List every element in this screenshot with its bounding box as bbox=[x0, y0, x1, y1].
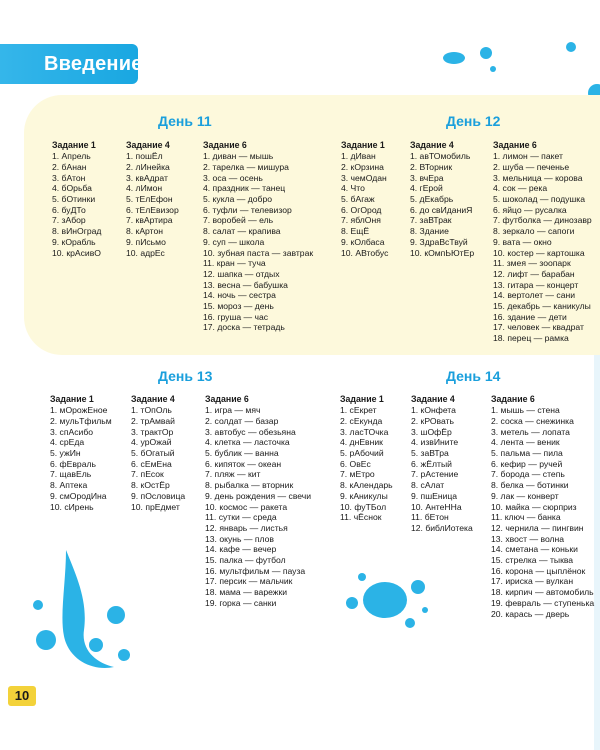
answer-item: 1. тОпОль bbox=[131, 405, 172, 416]
answer-item: 5. бОтинки bbox=[52, 194, 96, 205]
answer-item: 2. шуба — печенье bbox=[493, 161, 570, 172]
answer-item: 6. кефир — ручей bbox=[491, 458, 563, 469]
answer-list bbox=[410, 151, 474, 258]
task-heading: Задание 4 bbox=[411, 394, 455, 404]
answer-item: 6. буДТо bbox=[52, 204, 86, 215]
answer-item: 8. рыбалка — вторник bbox=[205, 480, 294, 491]
answer-item: 16. здание — дети bbox=[493, 311, 567, 322]
answer-list bbox=[131, 405, 185, 512]
answer-item: 2. тарелка — мишура bbox=[203, 161, 289, 172]
answer-list bbox=[340, 405, 393, 523]
answer-item: 1. авТОмобиль bbox=[410, 151, 471, 162]
answer-item: 5. бублик — ванна bbox=[205, 448, 279, 459]
answer-item: 9. кОрабль bbox=[52, 236, 96, 247]
answer-item: 2. солдат — базар bbox=[205, 415, 279, 426]
answer-item: 12. январь — листья bbox=[205, 522, 288, 533]
answer-item: 7. щавЕль bbox=[50, 469, 92, 480]
answer-item: 2. соска — снежинка bbox=[491, 415, 574, 426]
answer-item: 4. бОрьба bbox=[52, 183, 92, 194]
answer-item: 10. прЕдмет bbox=[131, 501, 180, 512]
task-heading: Задание 6 bbox=[205, 394, 249, 404]
answer-item: 9. пИсьмо bbox=[126, 236, 166, 247]
answer-item: 9. лак — конверт bbox=[491, 490, 559, 501]
answer-item: 6. яйцо — русалка bbox=[493, 204, 567, 215]
day-11-task-4 bbox=[126, 140, 179, 258]
paint-splash bbox=[490, 66, 496, 72]
answer-item: 7. футболка — динозавр bbox=[493, 215, 592, 226]
answer-item: 3. квАдрат bbox=[126, 172, 168, 183]
answer-item: 2. мульТфильм bbox=[50, 415, 112, 426]
answer-item: 17. персик — мальчик bbox=[205, 576, 293, 587]
answer-item: 15. мороз — день bbox=[203, 301, 274, 312]
answer-item: 4. клетка — ласточка bbox=[205, 437, 290, 448]
answer-item: 17. доска — тетрадь bbox=[203, 322, 285, 333]
day-13-task-4 bbox=[131, 394, 185, 512]
answer-item: 3. ласТОчка bbox=[340, 426, 389, 437]
answer-item: 10. сИрень bbox=[50, 501, 94, 512]
answer-item: 19. горка — санки bbox=[205, 597, 277, 608]
answer-item: 3. мельница — корова bbox=[493, 172, 583, 183]
answer-item: 1. пошЁл bbox=[126, 151, 163, 162]
answer-item: 16. корона — цыплёнок bbox=[491, 565, 586, 576]
paint-splash bbox=[566, 42, 576, 52]
answer-item: 8. салат — крапива bbox=[203, 226, 281, 237]
answer-item: 1. сЕкрет bbox=[340, 405, 377, 416]
task-heading: Задание 1 bbox=[341, 140, 385, 150]
answer-item: 4. урОжай bbox=[131, 437, 172, 448]
answer-item: 10. АВтобус bbox=[341, 247, 389, 258]
answer-item: 6. ОгОрод bbox=[341, 204, 382, 215]
answer-list bbox=[52, 151, 101, 258]
answer-item: 14. вертолет — сани bbox=[493, 290, 576, 301]
answer-list bbox=[203, 151, 313, 333]
answer-item: 9. вата — окно bbox=[493, 236, 552, 247]
paint-splash bbox=[480, 47, 492, 59]
answer-item: 12. чернила — пингвин bbox=[491, 522, 584, 533]
answer-item: 7. пляж — кит bbox=[205, 469, 261, 480]
answer-item: 14. сметана — коньки bbox=[491, 544, 578, 555]
paint-splash-graphic bbox=[340, 565, 430, 635]
answer-item: 18. мама — варежки bbox=[205, 587, 288, 598]
answer-item: 11. бЕтон bbox=[411, 512, 449, 523]
answer-item: 3. спАсибо bbox=[50, 426, 94, 437]
answer-list bbox=[126, 151, 179, 258]
answer-item: 6. до свИданиЯ bbox=[410, 204, 473, 215]
answer-item: 8. Здание bbox=[410, 226, 449, 237]
answer-item: 10. майка — сюрприз bbox=[491, 501, 577, 512]
answer-item: 12. библИотека bbox=[411, 522, 473, 533]
answer-item: 5. заВТра bbox=[411, 448, 449, 459]
answer-item: 2. бАнан bbox=[52, 161, 87, 172]
day-14-task-4 bbox=[411, 394, 473, 534]
day-13-title: День 13 bbox=[158, 368, 213, 384]
answer-item: 1. Апрель bbox=[52, 151, 91, 162]
answer-item: 10. костер — картошка bbox=[493, 247, 585, 258]
answer-item: 4. днЕвник bbox=[340, 437, 383, 448]
answer-item: 8. кОстЁр bbox=[131, 480, 170, 491]
answer-item: 7. зАбор bbox=[52, 215, 86, 226]
answer-item: 9. кАникулы bbox=[340, 490, 388, 501]
answer-item: 12. лифт — барабан bbox=[493, 268, 575, 279]
answer-item: 8. белка — ботинки bbox=[491, 480, 569, 491]
answer-item: 9. день рождения — свечи bbox=[205, 490, 312, 501]
answer-item: 1. кОнфета bbox=[411, 405, 456, 416]
answer-item: 6. жЁлтый bbox=[411, 458, 452, 469]
answer-item: 7. квАртира bbox=[126, 215, 173, 226]
answer-item: 6. фЕвраль bbox=[50, 458, 96, 469]
day-14-title: День 14 bbox=[446, 368, 501, 384]
answer-item: 13. хвост — волна bbox=[491, 533, 565, 544]
answer-item: 3. вчЕра bbox=[410, 172, 444, 183]
answer-item: 9. суп — школа bbox=[203, 236, 265, 247]
paint-splash-graphic bbox=[26, 545, 136, 675]
answer-item: 10. космос — ракета bbox=[205, 501, 288, 512]
answer-item: 11. ключ — банка bbox=[491, 512, 561, 523]
day-12-task-4 bbox=[410, 140, 474, 258]
answer-item: 5. бОгатый bbox=[131, 448, 175, 459]
answer-item: 1. игра — мяч bbox=[205, 405, 261, 416]
answer-item: 9. кОлбаса bbox=[341, 236, 385, 247]
answer-list bbox=[341, 151, 388, 258]
answer-item: 5. дЕкабрь bbox=[410, 194, 454, 205]
answer-item: 9. пшЕница bbox=[411, 490, 458, 501]
answer-item: 7. мЕтро bbox=[340, 469, 375, 480]
answer-item: 5. ужИн bbox=[50, 448, 81, 459]
answer-item: 2. кОрзина bbox=[341, 161, 384, 172]
answer-item: 15. стрелка — тыква bbox=[491, 555, 574, 566]
answer-item: 17. человек — квадрат bbox=[493, 322, 584, 333]
answer-item: 4. гЕрой bbox=[410, 183, 443, 194]
answer-item: 8. кАлендарь bbox=[340, 480, 393, 491]
answer-item: 3. трактОр bbox=[131, 426, 174, 437]
answer-item: 4. срЕда bbox=[50, 437, 85, 448]
answer-item: 10. кОмпЬЮтЕр bbox=[410, 247, 475, 258]
page-number: 10 bbox=[8, 686, 36, 706]
answer-item: 4. лИмон bbox=[126, 183, 163, 194]
answer-item: 14. кафе — вечер bbox=[205, 544, 277, 555]
answer-item: 17. ириска — вулкан bbox=[491, 576, 574, 587]
answer-item: 5. рАбочий bbox=[340, 448, 384, 459]
task-heading: Задание 6 bbox=[203, 140, 247, 150]
answer-item: 14. ночь — сестра bbox=[203, 290, 276, 301]
section-title: Введение bbox=[44, 53, 143, 75]
day-11-title: День 11 bbox=[158, 113, 212, 129]
answer-item: 8. сАлат bbox=[411, 480, 445, 491]
answer-item: 3. оса — осень bbox=[203, 172, 263, 183]
task-heading: Задание 6 bbox=[493, 140, 537, 150]
answer-item: 8. вИнОград bbox=[52, 226, 102, 237]
answer-item: 2. сЕкунда bbox=[340, 415, 383, 426]
answer-item: 11. чЁснок bbox=[340, 512, 382, 523]
answer-item: 1. диван — мышь bbox=[203, 151, 274, 162]
answer-item: 4. лента — веник bbox=[491, 437, 560, 448]
answer-item: 7. воробей — ель bbox=[203, 215, 274, 226]
answer-item: 5. пальма — пила bbox=[491, 448, 563, 459]
task-heading: Задание 4 bbox=[131, 394, 175, 404]
task-heading: Задание 1 bbox=[52, 140, 96, 150]
task-heading: Задание 4 bbox=[410, 140, 454, 150]
answer-item: 9. пОсловица bbox=[131, 490, 186, 501]
answer-item: 11. сутки — среда bbox=[205, 512, 277, 523]
day-12-title: День 12 bbox=[446, 113, 501, 129]
answer-item: 20. карась — дверь bbox=[491, 608, 570, 619]
day-13-task-1 bbox=[50, 394, 112, 512]
answer-item: 6. сЕмЕна bbox=[131, 458, 172, 469]
answer-item: 7. борода — степь bbox=[491, 469, 565, 480]
answer-item: 3. бАтон bbox=[52, 172, 86, 183]
answer-item: 2. кРОвать bbox=[411, 415, 455, 426]
answer-item: 4. праздник — танец bbox=[203, 183, 286, 194]
task-heading: Задание 1 bbox=[50, 394, 94, 404]
answer-item: 5. бАгаж bbox=[341, 194, 375, 205]
task-heading: Задание 1 bbox=[340, 394, 384, 404]
answer-item: 9. смОродИна bbox=[50, 490, 107, 501]
answer-item: 8. Аптека bbox=[50, 480, 88, 491]
task-heading: Задание 6 bbox=[491, 394, 535, 404]
day-14-task-1 bbox=[340, 394, 393, 523]
answer-item: 1. лимон — пакет bbox=[493, 151, 563, 162]
answer-item: 3. чемОдан bbox=[341, 172, 387, 183]
answer-item: 11. кран — туча bbox=[203, 258, 266, 269]
answer-list bbox=[411, 405, 473, 533]
answer-item: 4. Что bbox=[341, 183, 365, 194]
answer-item: 13. весна — бабушка bbox=[203, 279, 288, 290]
day-12-task-6 bbox=[493, 140, 592, 344]
answer-item: 8. кАртон bbox=[126, 226, 164, 237]
answer-item: 10. фуТБол bbox=[340, 501, 387, 512]
answer-item: 5. тЕлЕфон bbox=[126, 194, 173, 205]
paint-splash bbox=[443, 52, 465, 64]
answer-item: 13. окунь — плов bbox=[205, 533, 274, 544]
answer-item: 19. февраль — ступенька bbox=[491, 597, 595, 608]
answer-item: 6. ОвЕс bbox=[340, 458, 371, 469]
answer-item: 7. заВТрак bbox=[410, 215, 452, 226]
task-heading: Задание 4 bbox=[126, 140, 170, 150]
day-11-task-6 bbox=[203, 140, 313, 333]
answer-list bbox=[493, 151, 592, 344]
answer-item: 13. гитара — концерт bbox=[493, 279, 579, 290]
day-11-task-1 bbox=[52, 140, 101, 258]
answer-item: 9. ЗдраВсТвуй bbox=[410, 236, 468, 247]
day-13-task-6 bbox=[205, 394, 311, 609]
answer-list bbox=[205, 405, 311, 608]
answer-item: 4. сок — река bbox=[493, 183, 548, 194]
answer-item: 12. шапка — отдых bbox=[203, 268, 280, 279]
answer-item: 10. АнтеННа bbox=[411, 501, 462, 512]
answer-item: 3. метель — лопата bbox=[491, 426, 570, 437]
answer-item: 8. зеркало — сапоги bbox=[493, 226, 575, 237]
answer-item: 18. перец — рамка bbox=[493, 333, 569, 344]
answer-list bbox=[491, 405, 594, 619]
answer-item: 7. яблОня bbox=[341, 215, 381, 226]
answer-item: 6. тЕлЕвизор bbox=[126, 204, 179, 215]
answer-item: 1. мышь — стена bbox=[491, 405, 560, 416]
answer-item: 10. адрЕс bbox=[126, 247, 165, 258]
answer-item: 2. трАмвай bbox=[131, 415, 175, 426]
answer-item: 3. автобус — обезьяна bbox=[205, 426, 296, 437]
day-12-task-1 bbox=[341, 140, 388, 258]
answer-item: 4. извИните bbox=[411, 437, 459, 448]
answer-item: 1. мОрожЕное bbox=[50, 405, 108, 416]
answer-item: 16. груша — час bbox=[203, 311, 269, 322]
answer-item: 3. шОфЁр bbox=[411, 426, 452, 437]
answer-item: 5. кукла — добро bbox=[203, 194, 273, 205]
answer-item: 16. мультфильм — пауза bbox=[205, 565, 306, 576]
answer-list bbox=[50, 405, 112, 512]
day-14-task-6 bbox=[491, 394, 594, 619]
answer-item: 6. кипяток — океан bbox=[205, 458, 282, 469]
answer-item: 11. змея — зоопарк bbox=[493, 258, 571, 269]
answer-item: 10. крАсивО bbox=[52, 247, 101, 258]
answer-item: 5. шоколад — подушка bbox=[493, 194, 586, 205]
answer-item: 1. дИван bbox=[341, 151, 376, 162]
answer-item: 15. декабрь — каникулы bbox=[493, 301, 591, 312]
answer-item: 18. кирпич — автомобиль bbox=[491, 587, 594, 598]
answer-item: 7. пЕсок bbox=[131, 469, 164, 480]
answer-item: 6. туфли — телевизор bbox=[203, 204, 292, 215]
answer-item: 8. ЕщЁ bbox=[341, 226, 370, 237]
answer-item: 7. рАстение bbox=[411, 469, 459, 480]
answer-item: 2. ВТорник bbox=[410, 161, 453, 172]
answer-item: 2. лИнейка bbox=[126, 161, 170, 172]
answer-item: 10. зубная паста — завтрак bbox=[203, 247, 314, 258]
answer-item: 15. палка — футбол bbox=[205, 555, 286, 566]
